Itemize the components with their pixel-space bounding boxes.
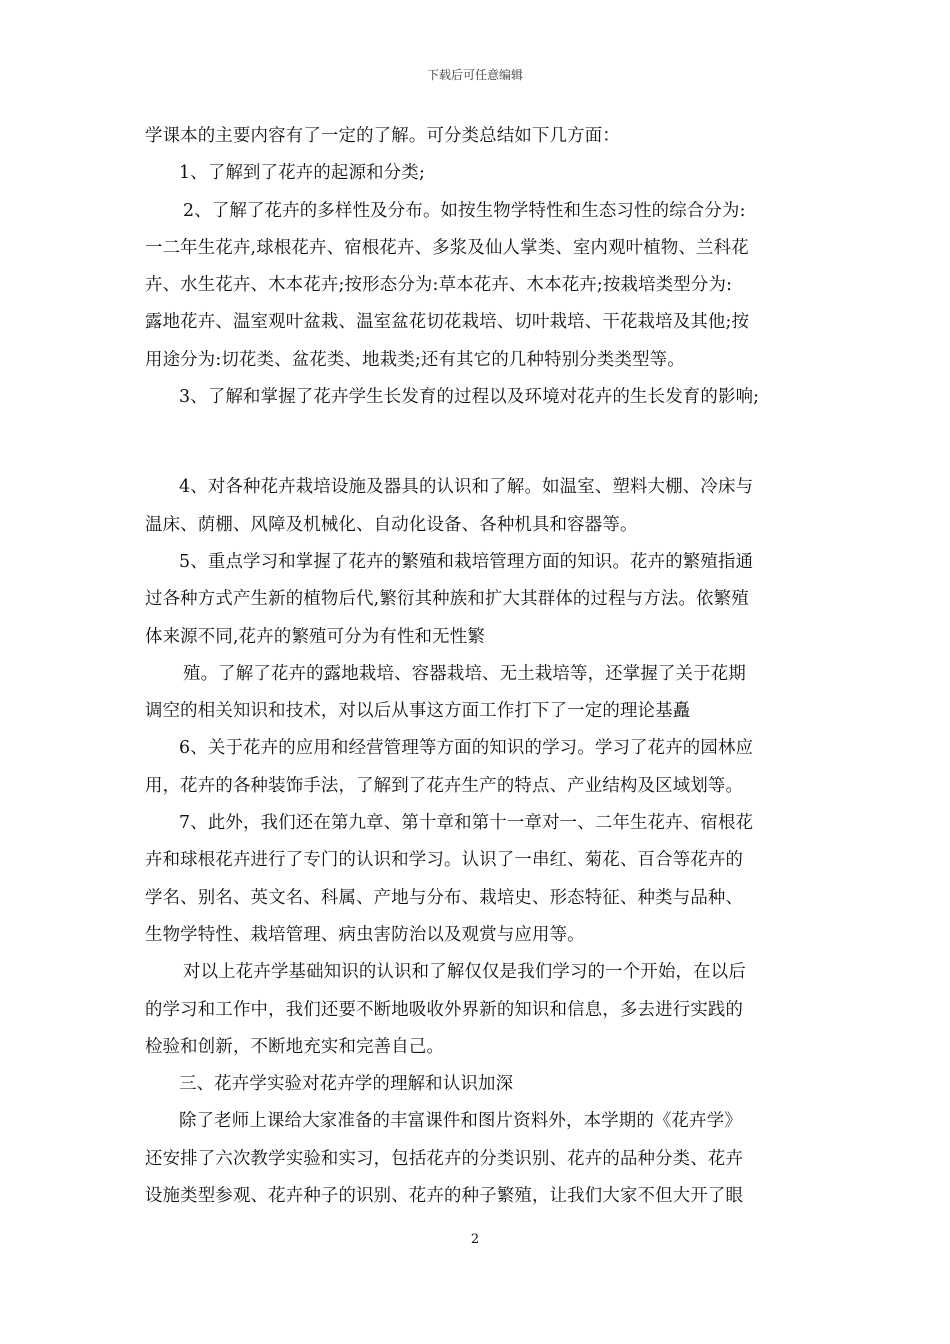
- text-line: 对以上花卉学基础知识的认识和了解仅仅是我们学习的一个开始，在以后: [183, 962, 746, 983]
- page-number: 2: [470, 1232, 480, 1247]
- text-line: 学名、别名、英文名、科属、产地与分布、栽培史、形态特征、种类与品种、: [145, 887, 744, 908]
- text-line: 1、了解到了花卉的起源和分类;: [179, 163, 426, 184]
- text-line: 6、关于花卉的应用和经营管理等方面的知识的学习。学习了花卉的园林应: [179, 738, 754, 759]
- text-line: 检验和创新，不断地充实和完善自己。: [145, 1036, 445, 1057]
- document-body: [145, 118, 810, 1215]
- text-line: 温床、荫棚、风障及机械化、自动化设备、各种机具和容器等。: [145, 514, 638, 535]
- page-header: 下载后可任意编辑: [426, 68, 523, 82]
- text-line: 设施类型参观、花卉种子的识别、花卉的种子繁殖，让我们大家不但大开了眼: [145, 1186, 744, 1207]
- text-line: 3、了解和掌握了花卉学生长发育的过程以及环境对花卉的生长发育的影响;: [179, 387, 760, 408]
- text-line: 还安排了六次教学实验和实习，包括花卉的分类识别、花卉的品种分类、花卉: [145, 1148, 744, 1169]
- text-line: 卉和球根花卉进行了专门的认识和学习。认识了一串红、菊花、百合等花卉的: [145, 850, 744, 871]
- text-line: 学课本的主要内容有了一定的了解。可分类总结如下几方面：: [145, 126, 620, 146]
- text-line: 的学习和工作中，我们还要不断地吸收外界新的知识和信息，多去进行实践的: [145, 999, 744, 1020]
- text-line: 除了老师上课给大家准备的丰富课件和图片资料外，本学期的《花卉学》: [179, 1111, 742, 1132]
- text-line: 调空的相关知识和技术，对以后从事这方面工作打下了一定的理论基矗: [145, 701, 691, 722]
- text-line: 用途分为:切花类、盆花类、地栽类;还有其它的几种特别分类类型等。: [145, 349, 685, 370]
- paragraph-gap: [145, 416, 810, 469]
- text-line: 过各种方式产生新的植物后代,繁衍其种族和扩大其群体的过程与方法。依繁殖: [145, 589, 749, 610]
- text-line: 2、了解了花卉的多样性及分布。如按生物学特性和生态习性的综合分为:: [183, 200, 746, 221]
- text-line: 露地花卉、温室观叶盆栽、温室盆花切花栽培、切叶栽培、干花栽培及其他;按: [145, 312, 750, 333]
- text-line: 卉、水生花卉、木本花卉;按形态分为:草本花卉、木本花卉;按栽培类型分为:: [145, 275, 733, 296]
- text-line: 5、重点学习和掌握了花卉的繁殖和栽培管理方面的知识。花卉的繁殖指通: [179, 551, 754, 572]
- text-line: 用，花卉的各种装饰手法，了解到了花卉生产的特点、产业结构及区域划等。: [145, 775, 744, 796]
- text-line: 一二年生花卉,球根花卉、宿根花卉、多浆及仙人掌类、室内观叶植物、兰科花: [145, 237, 749, 258]
- section-heading: 三、花卉学实验对花卉学的理解和认识加深: [179, 1074, 514, 1095]
- text-line: 体来源不同,花卉的繁殖可分为有性和无性繁: [145, 626, 485, 647]
- text-line: 4、对各种花卉栽培设施及器具的认识和了解。如温室、塑料大棚、冷床与: [179, 477, 754, 498]
- text-line: 殖。了解了花卉的露地栽培、容器栽培、无土栽培等，还掌握了关于花期: [183, 663, 746, 684]
- text-line: 生物学特性、栽培管理、病虫害防治以及观赏与应用等。: [145, 924, 585, 945]
- text-line: 7、此外，我们还在第九章、第十章和第十一章对一、二年生花卉、宿根花: [179, 813, 754, 834]
